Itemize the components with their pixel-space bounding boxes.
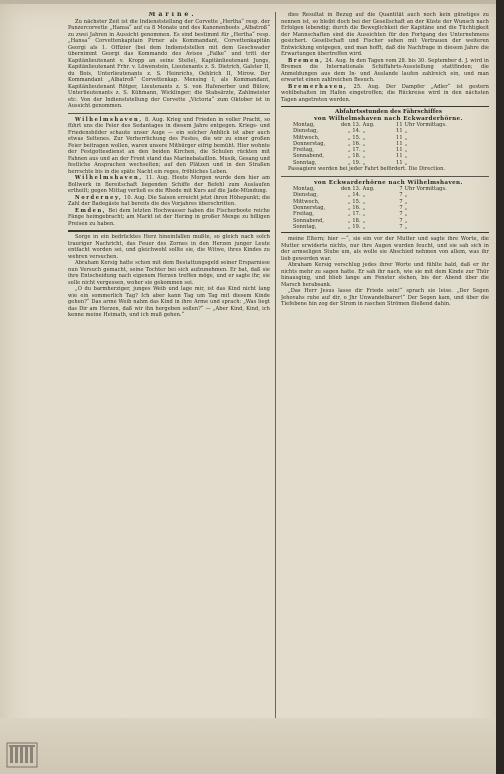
schedule-date: den 13.	[341, 122, 361, 128]
schedule-date: „ 16.	[348, 204, 361, 211]
schedule-date: „ 14.	[348, 192, 361, 199]
schedule-day: Montag,	[293, 186, 315, 193]
dateline-place: Wilhelmshaven,	[75, 175, 143, 181]
schedule-time: 11	[396, 128, 403, 135]
dateline-place: Bremerhaven,	[288, 83, 348, 90]
schedule-month: „	[362, 153, 366, 160]
schedule-date: „ 14.	[348, 128, 361, 135]
schedule-time: 11	[396, 153, 403, 160]
schedule-date: „ 18.	[348, 153, 361, 160]
schedule-unit: „	[404, 204, 408, 211]
article-wilhelmshaven-2	[68, 175, 270, 195]
schedule-unit: Uhr Vormittags.	[404, 122, 447, 128]
article-text: 25. Aug. Der Dampfer „Adler“ ist gestern wohlbehalten im Hafen eingetroffen; die Rückreise wird in den nächsten Tagen angetreten werden.	[281, 83, 489, 103]
schedule-month: „	[362, 217, 366, 224]
schedule-day: Mittwoch,	[293, 198, 320, 205]
feuilleton-right-3: „Das Herr Jesus lasse dir Friede sein!“ sprach sie leise. „Der Segen Jehovahs ruhe auf dir, o Jhr Unwandelbarer!“ Der Segen kam, und über die Tiefebene hin zog der Strom in raschen Strömen fließend dahin.	[281, 288, 489, 308]
article-bremen	[281, 58, 489, 84]
divider-thick	[68, 230, 270, 232]
schedule-time: 7	[399, 186, 403, 193]
divider	[68, 113, 270, 114]
schedule-day: Sonnabend,	[293, 217, 325, 224]
article-text: 10. Aug. Die Saison erreicht jetzt ihren Höhepunkt; die Zahl der Badegäste hat bereits die des Vorjahres überschritten.	[68, 194, 270, 207]
article-continuation: dies Resultat in Bezug auf die Quantität auch noch kein günstiges zu nennen ist, so bleibt doch bei der Gesellschaft an der Küste der Wunsch nach Erfolgen lebendig; durch die Beweglichkeit der Kapitäne und die Tüchtigkeit der Mannschaften sind die Aussichten für den Fortgang des Unternehmens gesichert. Gesellschaft und Fischer sehen mit Vertrauen der weiteren Entwicklung entgegen, und man hofft, daß die Nachfrage in diesem Jahre die Erwartungen übertreffen wird.	[281, 12, 489, 57]
dateline-place: Wilhelmshaven,	[75, 116, 143, 123]
schedule-unit: „	[404, 223, 408, 230]
schedule-month: „	[362, 134, 366, 141]
schedule-date: „ 19.	[348, 223, 361, 230]
library-stamp-icon	[6, 742, 38, 768]
schedule-month: „	[362, 147, 366, 154]
schedule-day: Montag,	[293, 122, 315, 128]
dateline-place: Bremen,	[288, 57, 324, 64]
dateline-place: Norderney,	[75, 194, 123, 201]
feuilleton-right-1: meine Eltern; hier —“, sie ein vor der Mutter und sagte ihre Worte, die Mutter erwiderte nichts, nur ihre Augen wurden feucht, und sie sah sich in der armseligen Stube um, als wolle sie Abschied nehmen von allem, was ihr lieb geworden war.	[281, 236, 489, 262]
article-marine: Zu nächster Zeit ist die Indienststellung der Corvette „Hertha“ resp. der Panzercorvette „Hansa“ auf ca 8 Monate und des Kanonenboots „Albatroß“ zu zwei Jahren in Aussicht genommen. Es sind bestimmt für „Hertha“ resp. „Hansa“ Corvettenkapitain Pirner als Kommandant, Corvettenkapitän Georgi als 1. Offizier (bei dem Indienststellen mit dem Geschwader übernimmt Georgi das Kommando des Avisos „Falke“ und tritt der Kapitänlieutenant v. Kropp an seine Stelle), Kapitänlieutenant Jungs, Kapitänlieutenant Frhr. v. Löwenstein, Lieutenants z. S. Dietrich, Galster II, du Bois, Unterlieutenants z. S. Heinrichs, Oehlrich II, Mirow. Der Kommandant „Albatroß“ Corvettenkap. Mensing I, als Kommandant, Kapitänlieutenant Rötger, Lieutenants z. S. von Hafenerber und Bülow, Unterlieutenants z. S. Kühmann, Wicklinger; die Stabsärzte, Zahlmeister etc. Von der Indienststellung der Corvette „Victoria“ zum Oktober ist in Aussicht genommen.	[68, 18, 270, 109]
schedule-month: „	[362, 140, 366, 147]
article-bremerhaven	[281, 84, 489, 104]
divider	[281, 176, 489, 177]
dateline-place: Emden,	[75, 207, 107, 214]
feuilleton-text-3: „O du barmherziger, junges Weib und lage mir, ist das Kind nicht lang wie ein sommerlich Tag? Ich aber kann Tag um Tag mit diesem Kinde gehen?“ Das arme Weib nahm das Kind in ihre Arme und sprach: „Was liegt das Dir am Herzen, daß wir ihn hergeben sollen?“ — „Aber Kind, Kind, ich kenne meine Heimath, und ich muß gehen.“	[68, 286, 270, 318]
schedule-date: „ 15.	[348, 134, 361, 141]
article-wilhelmshaven-1	[68, 117, 270, 176]
schedule-unit: „	[404, 192, 408, 199]
schedule-day: Freitag,	[293, 147, 314, 154]
schedule-day: Donnerstag,	[293, 140, 326, 147]
article-text: Bei dem letzten Hochwasser haben die Fischerboote reiche Fänge heimgebracht; am Markt ist der Hering in großer Menge zu billigen Preisen zu haben.	[68, 207, 270, 227]
schedule-day: Mittwoch,	[293, 134, 320, 141]
schedule-time: 7	[399, 217, 403, 224]
schedule-month: „	[362, 198, 366, 205]
schedule-time: 7	[399, 198, 403, 205]
schedule-unit: „	[404, 140, 408, 147]
schedule-unit: „	[404, 153, 408, 160]
schedule-day: Sonnabend,	[293, 153, 325, 160]
article-norderney	[68, 195, 270, 208]
schedule-time: 7	[399, 223, 403, 230]
schedule-day: Donnerstag,	[293, 204, 326, 211]
page-bottom-margin	[0, 718, 502, 774]
schedule-month: Aug.	[362, 122, 375, 128]
right-column	[281, 12, 489, 717]
schedule-time: 11	[396, 134, 403, 141]
schedule-date: „ 16.	[348, 140, 361, 147]
schedule-month: „	[362, 192, 366, 199]
article-text: 24. Aug. In den Tagen vom 28. bis 30. September d. J. wird in Bremen die Internationale Schiffahrts-Ausstellung stattfinden; die Anmeldungen aus dem In- und Auslande laufen zahlreich ein, und man erwartet einen zahlreichen Besuch.	[281, 57, 489, 83]
schedule-time: 7	[399, 211, 403, 218]
schedule-unit: „	[404, 128, 408, 135]
scan-background-edge	[496, 0, 504, 774]
schedule-table-route-2	[281, 186, 489, 230]
schedule-time: 11	[396, 140, 403, 147]
schedule-month: „	[362, 223, 366, 230]
schedule-route-2-title: von Eckwarderhörne nach Wilhelmshaven.	[314, 179, 463, 186]
schedule-month: Aug.	[362, 186, 375, 193]
article-text: 8. Aug. Krieg und Frieden in voller Pracht, so führt uns die Feier des Sedantages in diesem Jahre entgegen. Kriegs- und Friedensbilder schaute unser Auge — ein solcher Anblick ist aber auch etwas Seltenes. Zur Verherrlichung des Festes, die wir zu einer großen Feier beitragen wollen, waren unsere Mitbürger eifrig bemüht. Hier wohnte der Festgottesdienst an den beiden Kirchen, die Schulen rückten mit Fahnen aus und an der Front stand das Marinebataillon. Musik, Gesang und festliche Ansprachen wechselten; auf den Plätzen und in den Straßen herrschte bis in die späte Nacht ein reges, fröhliches Leben.	[68, 116, 270, 175]
ferry-schedule-box	[281, 106, 489, 233]
schedule-route-1-title: von Wilhelmshaven nach Eckwarderhörne.	[314, 115, 463, 122]
schedule-title: Abfahrtsstunden des Fährschiffes	[334, 109, 443, 115]
schedule-date: „ 19.	[348, 159, 361, 166]
left-column	[68, 12, 270, 717]
feuilleton-text-2: Abraham Kersig hatte schon mit dem Bestattungsgeld seiner Ersparnisse nun Versuch gemacht, seine Tochter bei sich aufzunehmen. Er bat, daß sie ihre Entscheidung nach eigenem Herzen treffen möge, und er sagte ihr, sie solle nicht vergessen, woher sie gekommen sei.	[68, 260, 270, 286]
schedule-day: Dienstag,	[293, 128, 319, 135]
schedule-time: 11	[396, 159, 403, 166]
schedule-unit: „	[404, 198, 408, 205]
schedule-time: 7	[399, 204, 403, 211]
schedule-month: „	[362, 159, 366, 166]
schedule-month: „	[362, 211, 366, 218]
schedule-unit: „	[404, 217, 408, 224]
schedule-unit: „	[404, 211, 408, 218]
page-top-edge	[0, 0, 502, 4]
schedule-date: „ 18.	[348, 217, 361, 224]
schedule-unit: „	[404, 134, 408, 141]
schedule-date: „ 15.	[348, 198, 361, 205]
schedule-table-route-1	[281, 122, 489, 166]
schedule-unit: Uhr Vormittags.	[404, 186, 447, 193]
schedule-time: 11	[396, 122, 403, 128]
feuilleton-right-2: Abraham Kersig verschlug jedes ihrer Worte und fühlte bald, daß er ihr nichts mehr zu sagen hatte. Er sah ihr nach, wie sie mit dem Kinde zur Thür hinausging, und blieb lange am Fenster stehen, bis der Abend über die Marsch herabsank.	[281, 262, 489, 288]
schedule-day: Dienstag,	[293, 192, 319, 199]
schedule-day: Sonntag,	[293, 223, 317, 230]
feuilleton-text-1: Sorge in ein bedrücktes Herz hineinfallen mußte, so gleich nach solch trauriger Nachricht, das Feuer des Zornes in den Herzen junger Leute entfacht worden sei, und gleichwohl sollte sie, die Witwe, ihres Kindes zu wehren versuchen.	[68, 234, 270, 260]
schedule-date: den 13.	[341, 186, 361, 193]
schedule-month: „	[362, 204, 366, 211]
schedule-day: Sonntag,	[293, 159, 317, 166]
schedule-row	[281, 224, 489, 230]
schedule-date: „ 17.	[348, 147, 361, 154]
schedule-date: „ 17.	[348, 211, 361, 218]
section-heading-marine: Marine.	[148, 12, 197, 18]
schedule-time: 11	[396, 147, 403, 154]
article-text: 11. Aug. Heute Morgen wurde dem hier am Bollwerk in Bereitschaft liegenden Schiffe der Befehl zum Auslaufen ertheilt; gegen Mittag verließ es die Rhede mit Kurs auf die Jade-Mündung.	[68, 175, 270, 194]
schedule-note: Passagiere werden bei jeder Fahrt befördert. Die Direction.	[288, 166, 446, 173]
schedule-unit: „	[404, 159, 408, 166]
schedule-unit: „	[404, 147, 408, 154]
schedule-day: Freitag,	[293, 211, 314, 218]
article-emden	[68, 208, 270, 228]
column-separator	[275, 12, 276, 718]
schedule-month: „	[362, 128, 366, 135]
schedule-time: 7	[399, 192, 403, 199]
